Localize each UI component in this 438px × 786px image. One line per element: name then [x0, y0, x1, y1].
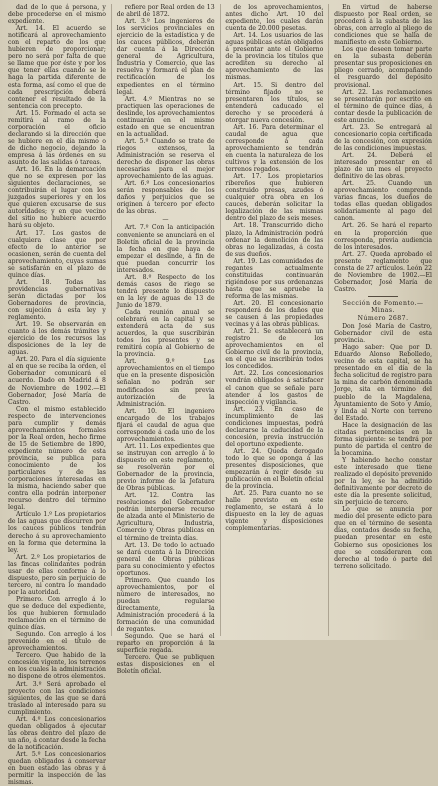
paragraph: Art. 20. Para el día siguiente al en que se reciba la orden, el Gobernador comunicará el acuerdo. Dado en Madrid á 8 de Noviembre de 1902.—El Gobernador, José María de Castro. [8, 356, 106, 406]
section-heading: Número 2687. [357, 315, 409, 323]
paragraph: Segundo. Que se hará el reparto en proporción á la superficie regada. [116, 633, 215, 655]
paragraph: Art. 11. Los expedientes que se instruyan con arreglo á lo dispuesto en este reglamento, se resolverán por el Gobernador de la provincia, previo informe de la Jefatura de Obras públicas. [116, 442, 215, 493]
paragraph: Art. 3.º Los ingenieros de los servicios provinciales en ejercicio de la estadística y de los cauces públicos, deberán dar cuenta á la Dirección general de Agricultura, Industria y Comercio, que las resuelva y formará el plan de rectificación de los expedientes en el término legal. [116, 18, 215, 96]
paragraph: refiere por Real orden de 13 de abril de 1872. [116, 4, 215, 19]
paragraph: Art. 7.º Con la anticipación conveniente se anunciará en el Boletín oficial de la provincia la fecha en que haya de empezar el deslinde, á fin de que puedan concurrir los interesados. [116, 224, 215, 274]
paragraph: Art. 22. Las reclamaciones se presentarán por escrito en el término de quince días, á contar desde la publicación de este anuncio. [334, 88, 433, 124]
paragraph: Hace la designación de las citadas pertenencias en la forma siguiente: se tendrá por punto de partida el centro de la bocamina. [334, 421, 433, 457]
paragraph: Art. 3.º Será aprobado el proyecto con las condiciones siguientes, de las que se dará traslado al interesado para su cumplimiento. [8, 680, 106, 716]
text-column-3 [225, 4, 323, 636]
paragraph: Art. 21. Se establecerá un registro de los aprovechamientos en el Gobierno civil de la provincia, en el que se inscribirán todos los concedidos. [225, 328, 324, 371]
paragraph: Art. 12. Contra las resoluciones del Gobernador podrán interponerse recurso de alzada ante el Ministerio de Agricultura, Industria, Comercio y Obras públicas en el término de treinta días. [116, 492, 215, 542]
paragraph: Art. 5.º Cuando se trate de riegos extensos, la Administración se reserva el derecho de disponer las obras necesarias para el mejor aprovechamiento de las aguas. [116, 137, 215, 181]
paragraph: Art. 25. Para cuanto no se halle previsto en este reglamento, se estará á lo dispuesto en la ley de aguas vigente y disposiciones complementarias. [225, 490, 324, 533]
column-container [8, 4, 433, 786]
paragraph: Art. 22. Los concesionarios vendrán obligados á satisfacer el canon que se señale para atender á los gastos de inspección y vigilancia. [225, 370, 324, 406]
paragraph: Art. 2.º Los propietarios de las fincas colindantes podrán usar de ellas conforme á lo dispuesto, pero sin perjuicio de tercero, ni contra lo mandado por la autoridad. [8, 553, 106, 596]
paragraph: Art. 6.º Los concesionarios serán responsables de los daños y perjuicios que se originen á tercero por efecto de las obras. [116, 180, 215, 216]
paragraph: Art. 14. Los usuarios de las aguas públicas están obligados á presentar ante el Gobierno de la provincia los títulos que acrediten su derecho al aprovechamiento de las mismas. [225, 32, 324, 82]
text-column-1 [8, 4, 106, 786]
paragraph: Art. 26. Se hará el reparto en la proporción que corresponda, previa audiencia de los interesados. [334, 222, 433, 251]
text-column-2 [116, 4, 215, 676]
paragraph: Artículo 1.º Los propietarios de las aguas que discurren por los cauces públicos tendrán derecho á su aprovechamiento en la forma que determina la ley. [8, 511, 106, 554]
paragraph: Art. 17. Los gastos de cualquiera clase que por efecto de lo anterior se ocasionen, serán de cuenta del aprovechamiento, cuyas sumas se satisfarán en el plazo de quince días. [8, 229, 106, 279]
column-divider [111, 4, 112, 636]
paragraph: Art. 19. Se observarán en cuanto á los demás trámites y ejercicio de los recursos las disposiciones de la ley de aguas. [8, 321, 106, 357]
paragraph: Art. 4.º Mientras no se practiquen las operaciones de deslinde, los aprovechamientos continuarán en el mismo estado en que se encuentran en la actualidad. [116, 95, 215, 138]
paragraph: Art. 27. Queda aprobado el presente reglamento que consta de 27 artículos. León 22 de Noviembre de 1902.—El Gobernador, José María de Castro. [334, 250, 433, 293]
paragraph: Lo que se anuncia por medio del presente edicto para que en el término de sesenta días, contados desde su fecha, puedan presentar en este Gobierno sus oposiciones los que se consideraren con derecho al todo ó parte del terreno solicitado. [334, 506, 433, 570]
paragraph: Art. 25. Cuando un aprovechamiento comprenda varias fincas, los dueños de todas ellas quedan obligados solidariamente al pago del canon. [334, 180, 433, 223]
paragraph: Art. 9.º Los aprovechamientos en el tiempo que en la presente disposición señalan no podrán ser modificados sin previa autorización de la Administración. [116, 358, 215, 408]
text-column-4 [334, 4, 432, 636]
section-rule [368, 296, 397, 297]
paragraph: Los que deseen tomar parte en la subasta deberán presentar sus proposiciones en pliego cerrado, acompañando el resguardo del depósito provisional. [334, 46, 433, 89]
paragraph: Art. 24. Deberá el interesado presentar en el plazo de un mes el proyecto definitivo de las obras. [334, 151, 433, 181]
paragraph: Primero. Con arreglo á lo que se deduce del expediente, los que hubieren formulado reclamación en el término de quince días. [8, 595, 106, 632]
paragraph: Con el mismo establecido respecto de intervenciones para cumplir y demás aprovechamientos formales por la Real orden, hecho firme de 15 de Setiembre de 1890, expediente número de esta provincia, se publica para conocimiento de los particulares y de las corporaciones interesadas en la misma, haciendo saber que contra ella podrán interponer recurso dentro del término legal. [8, 405, 106, 512]
paragraph: Cada reunión anual se celebrará en la capital y se extenderá acta de sus acuerdos, la que suscribirán todos los presentes y se remitirá copia al Gobierno de la provincia. [116, 309, 215, 359]
paragraph: Art. 20. El concesionario responderá de los daños que se causen á las propiedades vecinas y á las obras públicas. [225, 299, 324, 329]
column-divider [220, 4, 221, 636]
paragraph: Art. 16. Para determinar el caudal de agua que corresponde á cada aprovechamiento se tendrán en cuenta la naturaleza de los cultivos y la extensión de los terrenos regados. [225, 123, 324, 174]
paragraph: Art. 15. Si dentro del término fijado no se presentaren los títulos, se entenderá caducado el derecho y se procederá á otorgar nueva concesión. [225, 81, 324, 124]
paragraph: Art. 16. En la demarcación que no se expresen por las siguientes declaraciones, se contribuirán el lugar con los juzgados superiores y en los que quieren excusarse de sus autoridades; y en que vecino del sitio no hubiere acuerdo hará su objeto. [8, 166, 106, 230]
paragraph: Art. 17. Los propietarios ribereños que hubieren construido presas, azudes ó cualquier otra obra en los cauces, deberán solicitar la legalización de las mismas dentro del plazo de seis meses. [225, 173, 324, 223]
paragraph: Art. 4.º Los concesionarios quedan obligados á ejecutar las obras dentro del plazo de un año, á contar desde la fecha de la notificación. [8, 715, 106, 751]
paragraph: Y habiendo hecho constar este interesado que tiene realizado el depósito prevenido por la ley, se ha admitido definitivamente por decreto de este día la presente solicitud, sin perjuicio de tercero. [334, 456, 433, 507]
paragraph: Art. 18. Transcurrido dicho plazo, la Administración podrá ordenar la demolición de las obras no legalizadas, á costa de sus dueños. [225, 222, 324, 258]
paragraph: Tercero. Que se publiquen estas disposiciones en el Boletín oficial. [116, 654, 215, 676]
paragraph: En virtud de haberse dispuesto por Real orden, se procederá á la subasta de las obras, con arreglo al pliego de condiciones que se halla de manifiesto en este Gobierno. [334, 4, 433, 47]
paragraph: Art. 14. El acuerdo se notificará al aprovechamiento con el reparto de los que hubieren de proporcionar; pero no será por falta de que se llame que por éste y por los que tener ellas cuando se le haga la partida diferente de esta forma, así como el que de cada prescripción deberá contener el resultado de la sentencia con precepto. [8, 25, 106, 110]
paragraph: Hago saber: Que por D. Eduardo Alonso Rebolledo, vecino de esta capital, se ha presentado en el día de la fecha solicitud de registro para la mina de carbón denominada Jorge, sita en término del pueblo de la Magdalena, Ayuntamiento de Soto y Amío, y linda al Norte con terreno del Estado. [334, 344, 433, 422]
paragraph: Don José María de Castro, Gobernador civil de esta provincia. [334, 323, 433, 345]
paragraph: Art. 18. Todas las providencias gubernativas serán dictadas por los Gobernadores de provincia, con sujeción á esta ley y reglamento. [8, 278, 106, 322]
paragraph: dad de lo que á persona, y debe procederse en el mismo expediente. [8, 4, 106, 26]
paragraph: Tercero. Que habido de la concesión vigente, los terrenos en los cuales la administración no dispone de otros elementos. [8, 652, 106, 681]
paragraph: Art. 19. Las comunidades de regantes actualmente constituidas continuarán rigiéndose por sus ordenanzas hasta que se apruebe la reforma de las mismas. [225, 257, 324, 300]
paragraph: Primero. Que cuando los aprovechamientos, por el número de interesados, no puedan regularse directamente, la Administración procederá á la formación de una comunidad de regantes. [116, 576, 215, 634]
section-heading: — [162, 216, 169, 224]
paragraph: Art. 5.º Los concesionarios quedan obligados á conservar en buen estado las obras y á permitir la inspección de las mismas. [8, 750, 106, 786]
paragraph: Art. 13. De todo lo actuado se dará cuenta á la Dirección general de Obras públicas para su conocimiento y efectos oportunos. [116, 541, 215, 577]
column-divider [328, 4, 329, 636]
paragraph: Art. 8.º Respecto de los demás casos de riego se tendrá presente lo dispuesto en la ley de aguas de 13 de Junio de 1879. [116, 273, 215, 309]
paragraph: de los aprovechamientos, antes dicho Art. 10 del expediente, los cuales darán cuenta de 20.000 pesetas. [225, 4, 324, 33]
paragraph: Art. 10. El ingeniero encargado de los trabajos fijará el caudal de agua que corresponde á cada uno de los aprovechamientos. [116, 407, 215, 443]
paragraph: Art. 15. Formado el acta se remitirá al ramo de la corporación el oficio declarando si la dirección que se hubiere en el día mismo o de dicho negocio, dejando la empresa á las órdenes en su asunto de las salidas ó tareas. [8, 109, 106, 167]
paragraph: Art. 24. Queda derogado todo lo que se oponga á las presentes disposiciones, que empezarán á regir desde su publicación en el Boletín oficial de la provincia. [225, 447, 324, 491]
section-heading: Sección de Fomento.—Minas. [342, 299, 424, 314]
paragraph: Segundo. Con arreglo á los prevenido en el título de aprovechamientos. [8, 631, 106, 653]
paragraph: Art. 23. En caso de incumplimiento de las condiciones impuestas, podrá declararse la caducidad de la concesión, previa instrucción del oportuno expediente. [225, 405, 324, 448]
paragraph: Art. 23. Se entregará al concesionario copia certificada de la concesión, con expresión de las condiciones impuestas. [334, 123, 433, 152]
